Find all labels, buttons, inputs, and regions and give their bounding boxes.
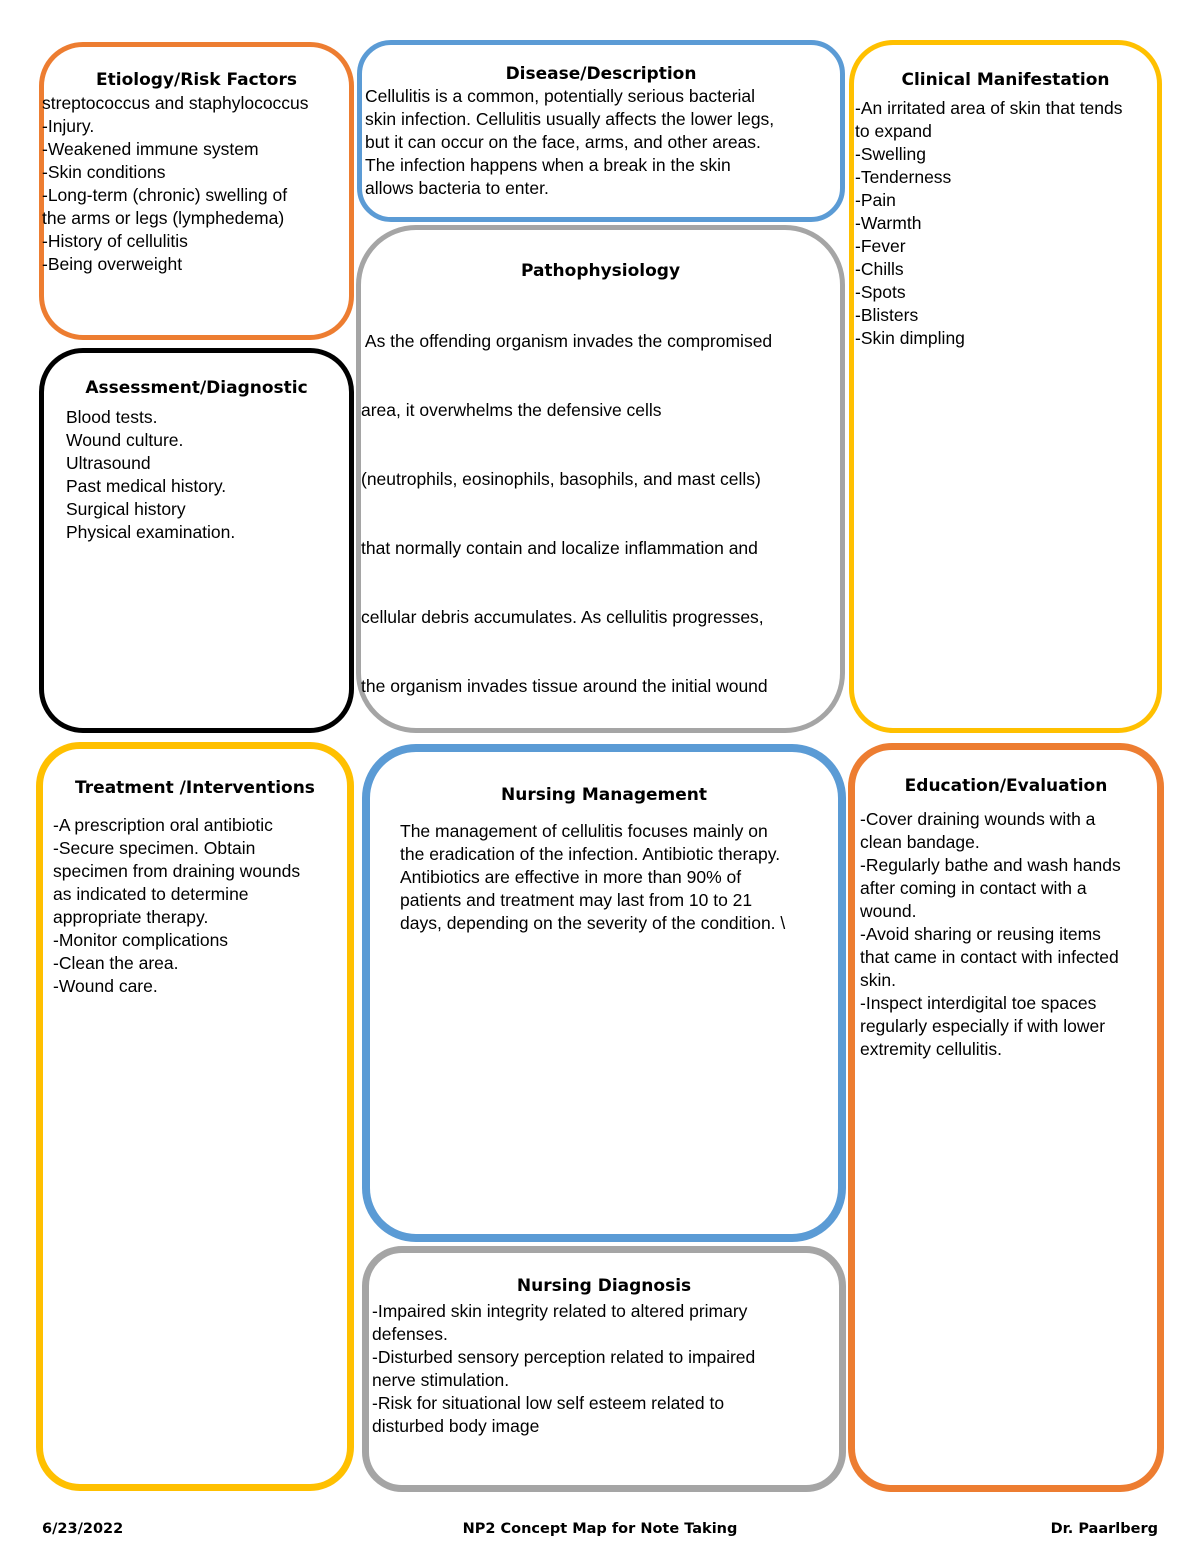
list-item: defenses. <box>372 1324 448 1344</box>
list-item: nerve stimulation. <box>372 1370 510 1390</box>
list-item: Wound culture. <box>66 430 184 450</box>
assessment-title: Assessment/Diagnostic <box>85 378 308 398</box>
treatment-title: Treatment /Interventions <box>75 778 315 798</box>
list-item: -Impaired skin integrity related to altered primary <box>372 1301 748 1321</box>
text-line: The management of cellulitis focuses mainly on <box>400 821 768 841</box>
list-item: specimen from draining wounds <box>53 861 301 881</box>
text-line: allows bacteria to enter. <box>365 178 549 198</box>
list-item: -Cover draining wounds with a <box>860 809 1096 829</box>
list-item: -Skin dimpling <box>855 328 965 348</box>
list-item: -An irritated area of skin that tends <box>855 98 1123 118</box>
list-item: that came in contact with infected <box>860 947 1119 967</box>
list-item: -Swelling <box>855 144 926 164</box>
text-line: patients and treatment may last from 10 to 21 <box>400 890 753 910</box>
list-item: -Fever <box>855 236 906 256</box>
nursing-management-box <box>362 744 846 1242</box>
list-item: regularly especially if with lower <box>860 1016 1106 1036</box>
text-line: skin infection. Cellulitis usually affects the lower legs, <box>365 109 775 129</box>
assessment-text <box>66 406 235 544</box>
list-item: Physical examination. <box>66 522 236 542</box>
list-item: -Warmth <box>855 213 922 233</box>
footer-author: Dr. Paarlberg <box>1050 1521 1158 1537</box>
list-item: -Clean the area. <box>53 953 179 973</box>
list-item: -Avoid sharing or reusing items <box>860 924 1101 944</box>
etiology-text <box>42 92 309 276</box>
list-item: streptococcus and staphylococcus <box>42 93 309 113</box>
disease-text <box>365 85 774 200</box>
nursing-diagnosis-title: Nursing Diagnosis <box>516 1276 692 1296</box>
text-line: As the offending organism invades the compromised <box>361 331 773 351</box>
list-item: -Monitor complications <box>53 930 229 950</box>
footer-title: NP2 Concept Map for Note Taking <box>462 1521 738 1537</box>
education-text <box>860 808 1121 1061</box>
text-line: but it can occur on the face, arms, and other areas. <box>365 132 761 152</box>
clinical-text <box>855 97 1123 350</box>
list-item: disturbed body image <box>372 1416 540 1436</box>
list-item: -Being overweight <box>42 254 183 274</box>
list-item: the arms or legs (lymphedema) <box>42 208 285 228</box>
list-item: -Risk for situational low self esteem related to <box>372 1393 725 1413</box>
nursing-diagnosis-text <box>372 1300 755 1438</box>
list-item: -Tenderness <box>855 167 952 187</box>
text-line: the eradication of the infection. Antibiotic therapy. <box>400 844 781 864</box>
list-item: to expand <box>855 121 932 141</box>
list-item: -Pain <box>855 190 896 210</box>
list-item: -Secure specimen. Obtain <box>53 838 256 858</box>
list-item: Surgical history <box>66 499 186 519</box>
footer-date: 6/23/2022 <box>42 1521 124 1537</box>
list-item: Blood tests. <box>66 407 158 427</box>
list-item: -Wound care. <box>53 976 158 996</box>
text-line: the organism invades tissue around the initial wound <box>361 676 768 696</box>
disease-title: Disease/Description <box>505 64 697 84</box>
text-line: Antibiotics are effective in more than 90% of <box>400 867 742 887</box>
list-item: as indicated to determine <box>53 884 249 904</box>
text-line: cellular debris accumulates. As cellulitis progresses, <box>361 607 764 627</box>
list-item: -Disturbed sensory perception related to impaired <box>372 1347 756 1367</box>
list-item: -Weakened immune system <box>42 139 259 159</box>
list-item: -Injury. <box>42 116 95 136</box>
text-line: area, it overwhelms the defensive cells <box>361 400 662 420</box>
list-item: -History of cellulitis <box>42 231 188 251</box>
list-item: wound. <box>860 901 917 921</box>
list-item: -Skin conditions <box>42 162 166 182</box>
text-line: Cellulitis is a common, potentially serious bacterial <box>365 86 756 106</box>
nursing-management-title: Nursing Management <box>501 785 707 805</box>
patho-text <box>361 284 772 721</box>
list-item: -Regularly bathe and wash hands <box>860 855 1121 875</box>
text-line: (neutrophils, eosinophils, basophils, and mast cells) <box>361 469 761 489</box>
list-item: Ultrasound <box>66 453 151 473</box>
text-line: days, depending on the severity of the condition. \ <box>400 913 786 933</box>
list-item: -Blisters <box>855 305 919 325</box>
list-item: extremity cellulitis. <box>860 1039 1002 1059</box>
list-item: -Inspect interdigital toe spaces <box>860 993 1097 1013</box>
list-item: clean bandage. <box>860 832 980 852</box>
patho-title: Pathophysiology <box>520 261 681 281</box>
list-item: -Spots <box>855 282 906 302</box>
list-item: appropriate therapy. <box>53 907 209 927</box>
list-item: skin. <box>860 970 896 990</box>
text-line: that normally contain and localize inflammation and <box>361 538 758 558</box>
treatment-text <box>53 814 300 998</box>
education-title: Education/Evaluation <box>904 776 1108 796</box>
nursing-management-text <box>400 820 785 935</box>
clinical-title: Clinical Manifestation <box>901 70 1110 90</box>
list-item: Past medical history. <box>66 476 227 496</box>
list-item: -Long-term (chronic) swelling of <box>42 185 288 205</box>
etiology-title: Etiology/Risk Factors <box>96 70 297 90</box>
list-item: -A prescription oral antibiotic <box>53 815 273 835</box>
list-item: -Chills <box>855 259 904 279</box>
list-item: after coming in contact with a <box>860 878 1087 898</box>
text-line: The infection happens when a break in the skin <box>365 155 731 175</box>
